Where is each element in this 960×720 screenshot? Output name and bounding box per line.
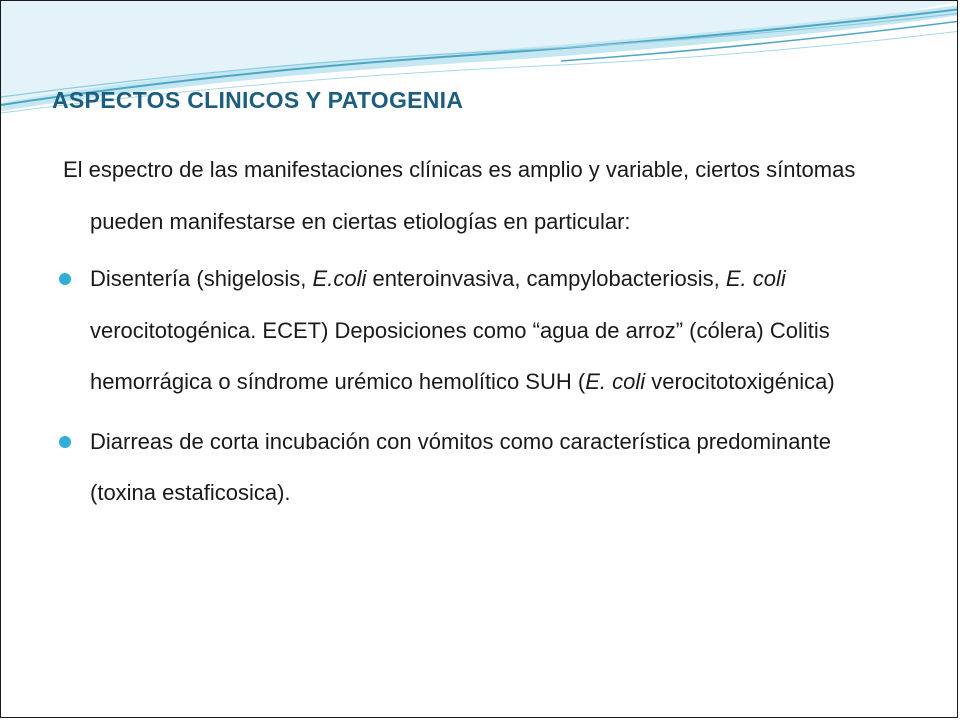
bullet1-italic-2: E. coli (725, 266, 786, 291)
slide-title: ASPECTOS CLINICOS Y PATOGENIA (52, 87, 464, 113)
bullet-icon (59, 273, 71, 285)
bullet1-italic-3: E. coli (585, 369, 646, 394)
bullet1-text-2: enteroinvasiva, campylobacteriosis, (366, 266, 726, 291)
bullet1-text-3: verocitotogénica. ECET) Deposiciones como “agua de arroz” (cólera) Colitis hemorrágica o síndrome urémico hemolítico SUH ( (90, 317, 830, 394)
bullet-item-vomiting (63, 416, 903, 519)
bullet1-italic-1: E.coli (312, 266, 367, 291)
bullet-icon (59, 436, 71, 448)
bullet1-text-1: Disentería (shigelosis, (90, 266, 313, 291)
bullet2-text: Diarreas de corta incubación con vómitos como característica predominante (toxina estaficosica). (90, 428, 832, 505)
slide-body (63, 144, 903, 519)
intro-paragraph: El espectro de las manifestaciones clínicas es amplio y variable, ciertos síntomas pueden manifestarse en ciertas etiologías en particular: (63, 157, 856, 234)
bullet1-text-4: verocitotoxigénica) (645, 369, 835, 394)
bullet-item-dysentery (63, 253, 903, 408)
